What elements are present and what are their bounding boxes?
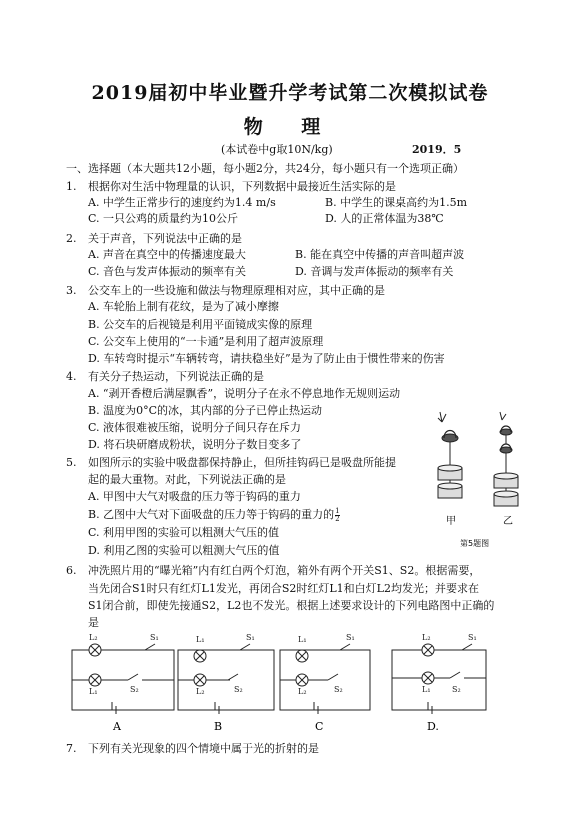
svg-text:L₂: L₂ [422, 633, 431, 642]
question-stem: 公交车上的一些设施和做法与物理原理相对应，其中正确的是 [88, 284, 385, 297]
q4-option-b: B. 温度为0°C的冰，其内部的分子已停止热运动 [88, 404, 322, 417]
svg-text:S₁: S₁ [346, 633, 355, 642]
q5-option-c: C. 利用甲图的实验可以粗测大气压的值 [88, 526, 280, 539]
question-stem-line-1: 冲洗照片用的“曝光箱”内有红白两个灯泡，箱外有两个开关S1、S2。根据需要， [88, 564, 481, 577]
question-7 [66, 740, 319, 756]
question-stem-line-2: 起的最大重物。对此，下列说法正确的是 [88, 473, 286, 486]
q4-option-d: D. 将石块研磨成粉状，说明分子数目变多了 [88, 438, 302, 451]
lamp-l2-icon [422, 644, 434, 656]
q4-option-a: A. “剥开香橙后满屋飘香”，说明分子在永不停息地作无规则运动 [88, 387, 401, 400]
question-number: 3. [66, 284, 77, 297]
svg-text:L₂: L₂ [298, 687, 307, 696]
option-label-a: A [113, 720, 121, 733]
question-stem-line-3: S1闭合前，即使先接通S2，L2也不发光。根据上述要求设计的下列电路图中正确的 [88, 599, 495, 612]
svg-text:L₁: L₁ [298, 635, 307, 644]
svg-text:S₂: S₂ [334, 685, 343, 694]
lamp-l1-icon [422, 672, 434, 684]
question-number: 5. [66, 456, 77, 469]
fraction-numerator: 1 [335, 506, 340, 515]
question-stem: 根据你对生活中物理量的认识，下列数据中最接近生活实际的是 [88, 180, 396, 193]
circuit-a [72, 633, 174, 714]
q1-option-c: C. 一只公鸡的质量约为10公斤 [88, 212, 239, 225]
lamp-l2-icon [296, 674, 308, 686]
svg-text:S₁: S₁ [468, 633, 477, 642]
question-3 [66, 282, 385, 298]
question-stem: 关于声音，下列说法中正确的是 [88, 232, 242, 245]
lamp-l1-icon [296, 650, 308, 662]
exam-date: 2019．5 [412, 143, 462, 156]
q5-option-d: D. 利用乙图的实验可以粗测大气压的值 [88, 544, 280, 557]
question-number: 7. [66, 742, 77, 755]
question-number: 6. [66, 564, 77, 577]
question-number: 4. [66, 370, 77, 383]
lamp-l2-icon [89, 644, 101, 656]
svg-text:S₂: S₂ [234, 685, 243, 694]
svg-text:L₁: L₁ [89, 687, 98, 696]
q1-option-d: D. 人的正常体温为38℃ [325, 212, 444, 225]
gravity-note: (本试卷中g取10N/kg) [221, 143, 333, 156]
option-label-c: C [315, 720, 324, 733]
question-stem-line-1: 如图所示的实验中吸盘都保持静止，但所挂钩码已是吸盘所能提 [88, 456, 396, 469]
circuit-c [280, 633, 370, 714]
option-label-b: B [214, 720, 223, 733]
q5-option-a: A. 甲图中大气对吸盘的压力等于钩码的重力 [88, 490, 301, 503]
svg-text:L₁: L₁ [422, 685, 431, 694]
q5-option-b [88, 506, 340, 523]
q1-option-a: A. 中学生正常步行的速度约为1.4 m/s [88, 196, 276, 209]
lamp-l2-icon [194, 674, 206, 686]
q4-option-c: C. 液体很难被压缩，说明分子间只存在斥力 [88, 421, 302, 434]
subject-heading: 物 理 [243, 116, 337, 138]
svg-text:L₁: L₁ [196, 635, 205, 644]
option-label-d: D. [427, 720, 439, 733]
q2-option-c: C. 音色与发声体振动的频率有关 [88, 265, 247, 278]
section-heading: 一、选择题（本大题共12小题，每小题2分，共24分，每小题只有一个选项正确） [66, 162, 464, 175]
question-1 [66, 178, 396, 194]
question-stem-line-2: 当先闭合S1时只有红灯L1发光，再闭合S2时红灯L1和白灯L2均发光；并要求在 [88, 582, 479, 595]
svg-text:L₂: L₂ [196, 687, 205, 696]
question-number: 2. [66, 232, 77, 245]
circuit-options [0, 628, 580, 738]
page-title: 2019届初中毕业暨升学考试第二次模拟试卷 [91, 82, 489, 104]
fraction-denominator: 2 [335, 514, 340, 523]
question-5 [66, 454, 396, 470]
svg-text:S₁: S₁ [246, 633, 255, 642]
question-4 [66, 368, 264, 384]
svg-text:S₁: S₁ [150, 633, 159, 642]
q2-option-a: A. 声音在真空中的传播速度最大 [88, 248, 246, 261]
fraction [335, 508, 339, 523]
question-stem-line-4: 是 [88, 616, 99, 629]
figure-label-yi: 乙 [503, 516, 513, 527]
q1-option-b: B. 中学生的课桌高约为1.5m [325, 196, 468, 209]
question-stem: 下列有关光现象的四个情境中属于光的折射的是 [88, 742, 319, 755]
q3-option-a: A. 车轮胎上制有花纹，是为了减小摩擦 [88, 300, 279, 313]
svg-text:L₂: L₂ [89, 633, 98, 642]
question-number: 1. [66, 180, 77, 193]
circuit-d [392, 633, 486, 714]
q5-option-b-text: B. 乙图中大气对下面吸盘的压力等于钩码的重力的 [88, 508, 335, 521]
circuit-b [178, 633, 274, 714]
lamp-l1-icon [194, 650, 206, 662]
q2-option-d: D. 音调与发声体振动的频率有关 [295, 265, 454, 278]
lamp-l1-icon [89, 674, 101, 686]
question-stem: 有关分子热运动，下列说法正确的是 [88, 370, 264, 383]
svg-text:S₂: S₂ [452, 685, 461, 694]
svg-text:S₂: S₂ [130, 685, 139, 694]
suction-cup-figure [428, 410, 540, 550]
q3-option-d: D. 车转弯时提示“车辆转弯，请扶稳坐好”是为了防止由于惯性带来的伤害 [88, 352, 445, 365]
figure-label-jia: 甲 [446, 516, 456, 527]
question-2 [66, 230, 242, 246]
q3-option-c: C. 公交车上使用的“一卡通”是利用了超声波原理 [88, 335, 324, 348]
question-6 [66, 562, 480, 578]
q2-option-b: B. 能在真空中传播的声音叫超声波 [295, 248, 465, 261]
q3-option-b: B. 公交车的后视镜是利用平面镜成实像的原理 [88, 318, 313, 331]
figure-caption: 第5题图 [460, 539, 490, 548]
